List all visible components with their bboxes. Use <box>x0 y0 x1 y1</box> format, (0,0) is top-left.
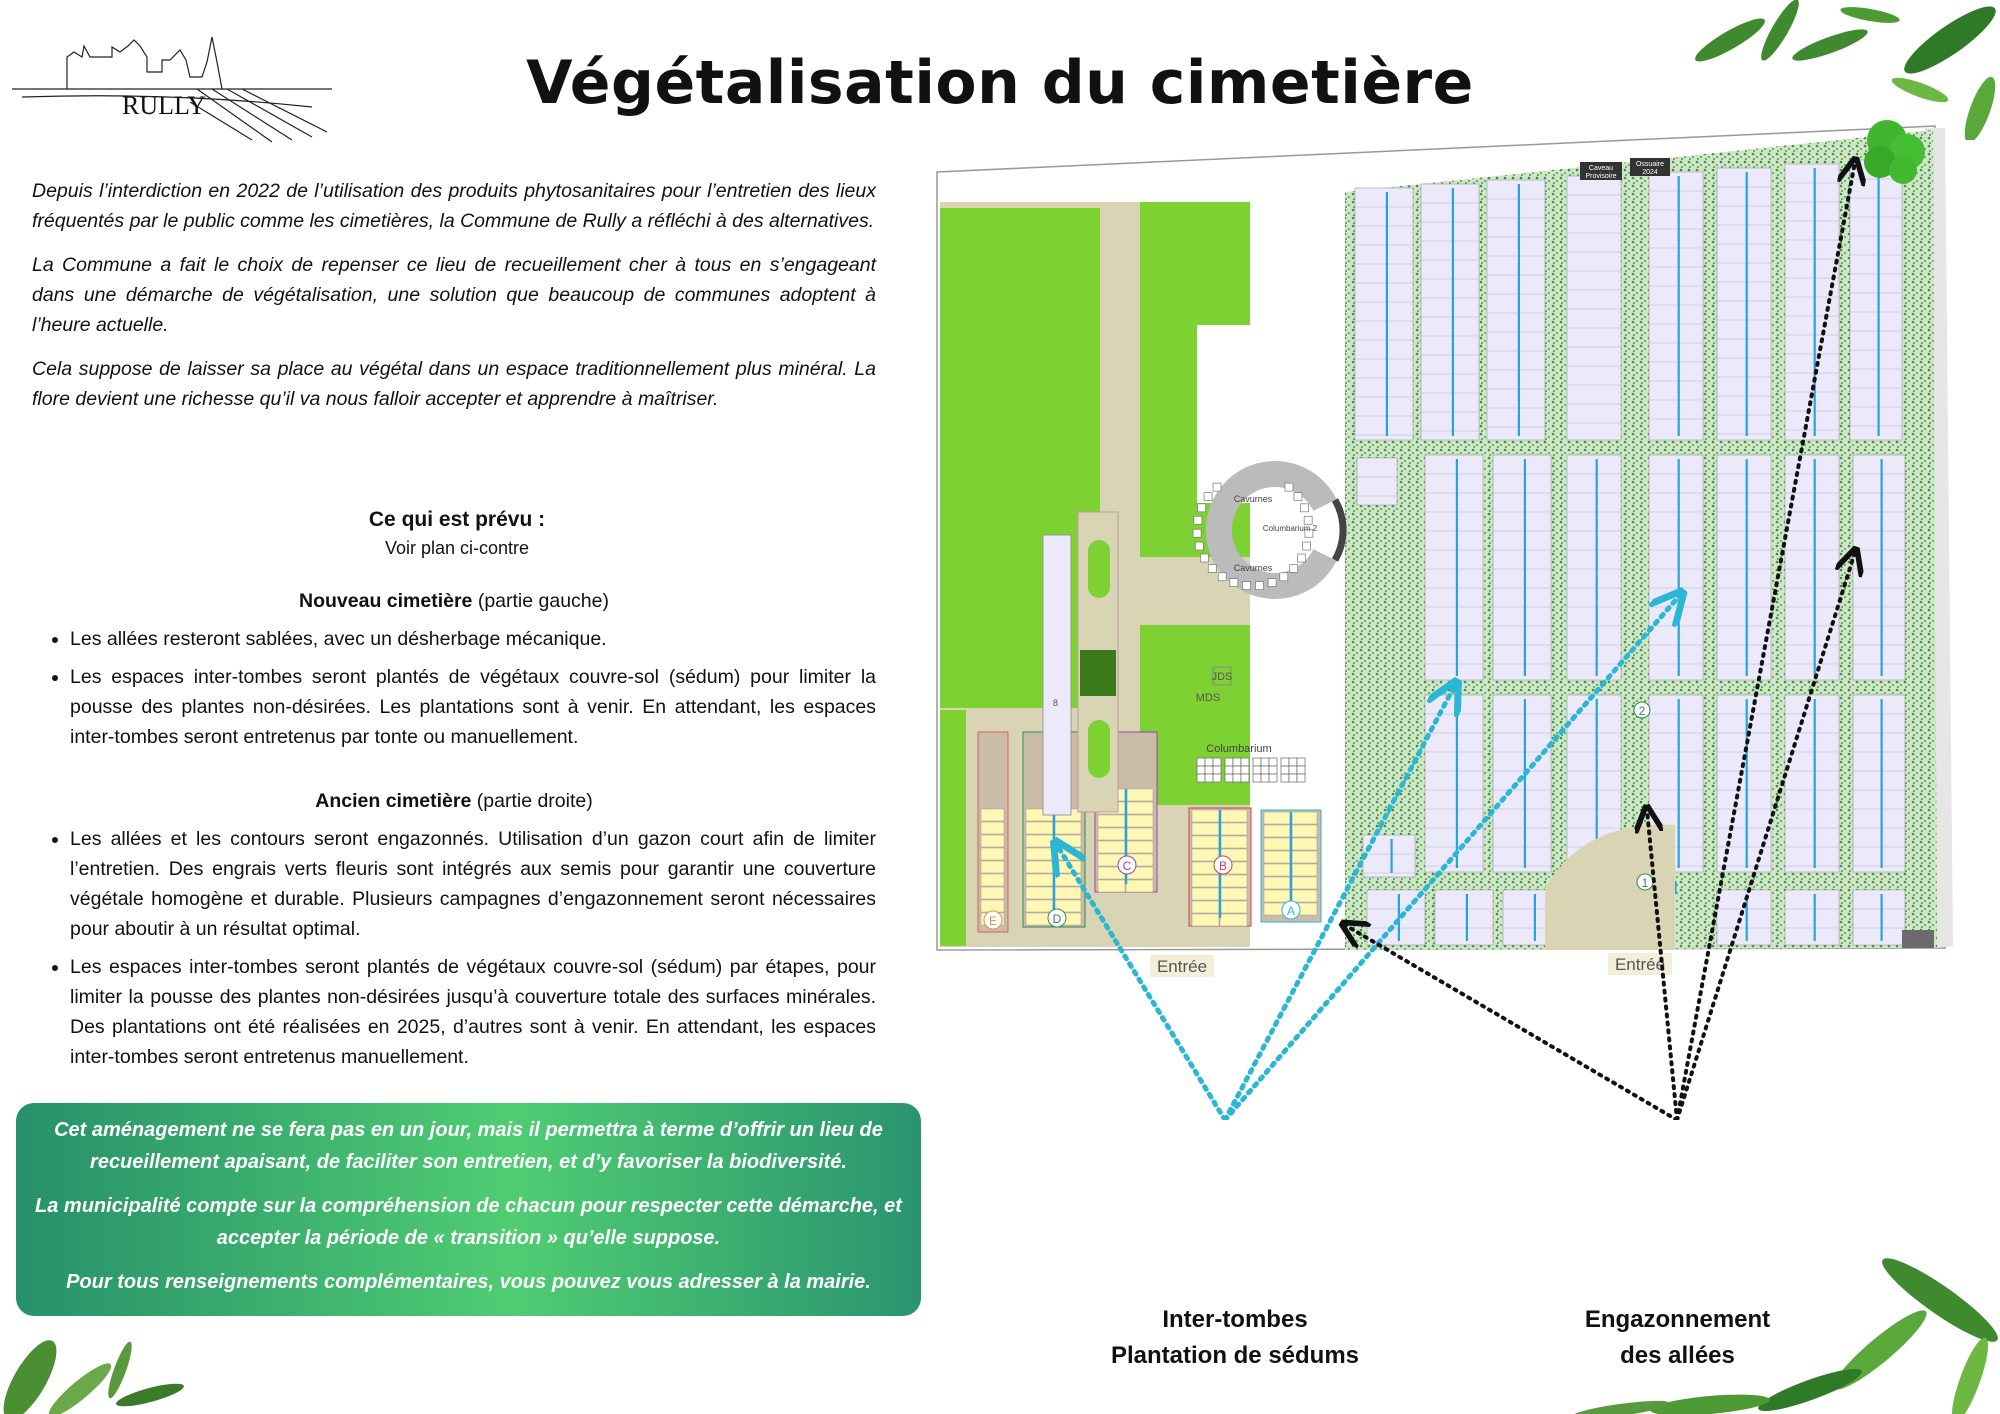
columbarium-cell <box>1297 774 1305 782</box>
cavurne-slot <box>1213 483 1221 491</box>
cemetery-plan <box>935 120 1960 1120</box>
callout-box <box>16 1103 921 1316</box>
label-provisoire: Provisoire <box>1585 173 1617 180</box>
label-ossuaire: Ossuaire <box>1635 161 1665 168</box>
columbarium-cell <box>1241 758 1249 766</box>
new-grave <box>1126 880 1153 892</box>
new-grave <box>1026 874 1053 886</box>
grave-column <box>1717 455 1771 680</box>
new-grave <box>981 861 1004 873</box>
cavurne-slot <box>1204 493 1212 501</box>
ancien-title: Ancien cimetière <box>315 790 472 812</box>
label-ossuaire-year: 2024 <box>1642 169 1658 176</box>
label-cavurnes-bottom: Cavurnes <box>1233 563 1273 573</box>
ancien-item-2: • Les espaces inter-tombes seront plantés de végétaux couvre-sol (sédum) par étapes, pour limiter la pousse des plantes non-désirées jusqu’à couverture totale des surfaces minérales. Des plantations ont été réalisées en 2025, d’autres sont à venir. En attendant, les espaces inter-tombes seront entretenus manuellement. <box>70 952 876 1072</box>
intro-paragraph-3: Cela suppose de laisser sa place au végétal dans un espace traditionnellement plus minéral. La flore devient une richesse qu’il va nous falloir accepter et apprendre à maîtriser. <box>32 358 876 410</box>
new-grave <box>1291 851 1317 863</box>
columbarium-cell <box>1269 758 1277 766</box>
grave-column <box>1435 890 1493 945</box>
new-grave <box>1026 822 1053 834</box>
leaves-top-right-icon <box>1690 0 2000 140</box>
callout-paragraph-2: La municipalité compte sur la compréhension de chacun pour respecter cette démarche, et accepter la période de « transition » qu’elle suppose. <box>35 1195 902 1249</box>
section-a: A <box>1286 904 1296 918</box>
grave-column <box>1493 695 1551 872</box>
cavurne-slot <box>1208 564 1216 572</box>
new-grave <box>1026 861 1053 873</box>
legend-engazonnement-line2: des allées <box>1620 1342 1735 1369</box>
columbarium-cell <box>1205 766 1213 774</box>
new-grave <box>1026 835 1053 847</box>
cavurne-slot <box>1195 542 1203 550</box>
grave-column <box>1853 890 1905 945</box>
new-grave <box>1264 851 1290 863</box>
new-grave <box>1026 848 1053 860</box>
legend-intertombes <box>1085 1302 1385 1374</box>
cavurne-slot <box>1300 504 1308 512</box>
columbarium-cell <box>1281 758 1289 766</box>
columbarium-cell <box>1197 758 1205 766</box>
new-grave <box>1098 815 1125 827</box>
cavurne-slot <box>1280 573 1288 581</box>
new-grave <box>1192 810 1219 822</box>
grave-column <box>1785 890 1839 945</box>
new-grave <box>1126 802 1153 814</box>
columbarium-cell <box>1233 774 1241 782</box>
new-grave <box>1098 841 1125 853</box>
legend-intertombes-line1: Inter-tombes <box>1162 1306 1308 1333</box>
new-grave <box>981 900 1004 912</box>
new-grave <box>1192 888 1219 900</box>
grave-column <box>1421 184 1479 440</box>
label-mds: MDS <box>1195 692 1221 704</box>
cavurne-slot <box>1297 554 1305 562</box>
grave-column <box>1853 455 1905 680</box>
grave-column <box>1425 455 1483 680</box>
columbarium-cell <box>1213 774 1221 782</box>
cavurne-slot <box>1218 573 1226 581</box>
columbarium-cell <box>1197 774 1205 782</box>
new-grave <box>1126 815 1153 827</box>
central-lawn-top <box>1088 540 1110 598</box>
grave-column <box>1785 695 1839 872</box>
new-grave <box>1192 823 1219 835</box>
section-e: E <box>988 914 998 928</box>
lawn-west <box>940 208 1100 708</box>
plan-subheading: Voir plan ci-contre <box>384 538 530 558</box>
lawn-west-strip <box>940 710 966 946</box>
new-grave <box>1220 836 1247 848</box>
section-1: 1 <box>1641 876 1649 890</box>
new-grave <box>1192 901 1219 913</box>
section-d: D <box>1052 912 1062 926</box>
new-grave <box>1026 900 1053 912</box>
columbarium-cell <box>1241 766 1249 774</box>
columbarium-cell <box>1289 774 1297 782</box>
new-grave <box>1291 864 1317 876</box>
columbarium-cell <box>1233 766 1241 774</box>
columbarium-cell <box>1253 766 1261 774</box>
new-grave <box>981 874 1004 886</box>
new-grave <box>1098 880 1125 892</box>
columbarium-cell <box>1289 758 1297 766</box>
new-grave <box>1264 812 1290 824</box>
columbarium-cell <box>1213 758 1221 766</box>
columbarium-cell <box>1269 774 1277 782</box>
new-grave <box>1291 812 1317 824</box>
intro-paragraph-1: Depuis l’interdiction en 2022 de l’utilisation des produits phytosanitaires pour l’entretien des lieux fréquentés par le public comme les cimetières, la Commune de Rully a réfléchi à des alternatives. <box>32 180 876 232</box>
west-grave-column <box>1043 535 1071 815</box>
grave-column <box>1717 168 1771 440</box>
section-8-label: 8 <box>1053 698 1059 708</box>
central-monument <box>1080 650 1116 696</box>
cavurne-slot <box>1194 516 1202 524</box>
intro-paragraph-2: La Commune a fait le choix de repenser ce lieu de recueillement cher à tous en s’engageant dans une démarche de végétalisation, une solution que beaucoup de communes adoptent à l’heure actuelle. <box>32 254 876 336</box>
new-grave <box>1220 875 1247 887</box>
legend-intertombes-line2: Plantation de sédums <box>1110 1342 1360 1369</box>
new-grave <box>1220 914 1247 926</box>
new-grave <box>1054 835 1081 847</box>
ancien-subtitle: (partie droite) <box>471 790 593 812</box>
columbarium-cell <box>1261 766 1269 774</box>
columbarium-cell <box>1253 758 1261 766</box>
new-grave <box>1220 888 1247 900</box>
grave-column <box>1853 695 1905 872</box>
grave-column <box>1717 890 1771 945</box>
columbarium-cell <box>1225 758 1233 766</box>
new-grave <box>981 822 1004 834</box>
ancien-cimetiere-section <box>32 786 876 1080</box>
grave-column <box>1487 180 1545 440</box>
new-grave <box>1291 890 1317 902</box>
new-grave <box>1126 828 1153 840</box>
nouveau-title: Nouveau cimetière <box>299 590 473 612</box>
rully-logo <box>12 22 332 147</box>
columbarium-cell <box>1297 766 1305 774</box>
new-grave <box>1264 825 1290 837</box>
columbarium-cell <box>1197 766 1205 774</box>
ancien-item-1: • Les allées et les contours seront engazonnés. Utilisation d’un gazon court afin de limiter l’entretien. Des engrais verts fleuris sont intégrés aux semis pour garantir une couverture végétale homogène et durable. Plusieurs campagnes d’engazonnement seront nécessaires pour aboutir à un résultat optimal. <box>70 824 876 944</box>
columbarium-cell <box>1225 774 1233 782</box>
label-cavurnes-top: Cavurnes <box>1233 494 1273 504</box>
new-grave <box>1026 887 1053 899</box>
cavurne-slot <box>1294 493 1302 501</box>
new-grave <box>981 848 1004 860</box>
new-grave <box>1098 828 1125 840</box>
columbarium-cell <box>1289 766 1297 774</box>
new-grave <box>1192 836 1219 848</box>
label-entree-right: Entrée <box>1614 955 1666 974</box>
new-grave <box>1126 789 1153 801</box>
new-grave <box>1054 822 1081 834</box>
new-grave <box>981 835 1004 847</box>
service-gate <box>1902 930 1934 948</box>
new-grave <box>1192 875 1219 887</box>
cavurne-slot <box>1290 564 1298 572</box>
label-columbarium2: Columbarium 2 <box>1262 524 1318 533</box>
columbarium-cell <box>1269 766 1277 774</box>
cavurne-slot <box>1268 579 1276 587</box>
new-grave <box>1220 901 1247 913</box>
new-grave <box>1264 877 1290 889</box>
new-grave <box>1126 841 1153 853</box>
grave-column <box>1493 455 1551 680</box>
columbarium-cell <box>1297 758 1305 766</box>
grave-column <box>1357 458 1397 505</box>
nouveau-subtitle: (partie gauche) <box>472 590 609 612</box>
columbarium-cell <box>1281 766 1289 774</box>
label-caveau: Caveau <box>1588 165 1614 172</box>
label-entree-left: Entrée <box>1156 957 1208 976</box>
columbarium-cell <box>1205 774 1213 782</box>
new-grave <box>1264 890 1290 902</box>
plan-heading-block <box>32 508 882 559</box>
cavurne-slot <box>1198 504 1206 512</box>
logo-text: RULLY <box>122 91 207 120</box>
intro-text <box>32 176 876 428</box>
cavurne-slot <box>1285 483 1293 491</box>
columbarium-cell <box>1281 774 1289 782</box>
columbarium-cell <box>1205 758 1213 766</box>
nouveau-cimetiere-section <box>32 586 876 760</box>
new-grave <box>1291 838 1317 850</box>
columbarium-cell <box>1261 758 1269 766</box>
callout-paragraph-1: Cet aménagement ne se fera pas en un jour, mais il permettra à terme d’offrir un lieu de recueillement apaisant, de faciliter son entretien, et d’y favoriser la biodiversité. <box>54 1119 883 1173</box>
columbarium-cell <box>1213 766 1221 774</box>
new-grave <box>1220 810 1247 822</box>
cavurne-slot <box>1193 529 1201 537</box>
label-columbarium: Columbarium <box>1206 743 1272 755</box>
cavurne-slot <box>1242 582 1250 590</box>
cavurne-slot <box>1201 554 1209 562</box>
nouveau-item-2: • Les espaces inter-tombes seront plantés de végétaux couvre-sol (sédum) pour limiter la pousse des plantes non-désirées. Les plantations sont à venir. En attendant, les espaces inter-tombes seront entretenus par tonte ou manuellement. <box>70 662 876 752</box>
new-grave <box>1264 838 1290 850</box>
central-lawn-bottom <box>1088 720 1110 778</box>
label-jds: JDS <box>1211 671 1233 683</box>
section-c: C <box>1122 859 1132 873</box>
new-grave <box>981 809 1004 821</box>
plan-heading: Ce qui est prévu : <box>368 508 546 531</box>
legend-engazonnement-line1: Engazonnement <box>1584 1306 1771 1333</box>
cavurne-slot <box>1256 582 1264 590</box>
section-b: B <box>1218 859 1228 873</box>
cavurne-slot <box>1303 542 1311 550</box>
columbarium-cell <box>1233 758 1241 766</box>
leaves-bottom-left-icon <box>0 1310 210 1414</box>
new-grave <box>1054 887 1081 899</box>
page-title: Végétalisation du cimetière <box>526 48 1474 118</box>
columbarium-cell <box>1253 774 1261 782</box>
section-2: 2 <box>1638 704 1646 718</box>
legend-engazonnement <box>1530 1302 1825 1374</box>
columbarium-cell <box>1261 774 1269 782</box>
grave-column <box>1850 160 1902 440</box>
grave-column <box>1649 455 1703 680</box>
grave-column <box>1567 455 1621 680</box>
callout-paragraph-3: Pour tous renseignements complémentaires, vous pouvez vous adresser à la mairie. <box>66 1271 871 1293</box>
columbarium-cell <box>1241 774 1249 782</box>
nouveau-item-1: • Les allées resteront sablées, avec un désherbage mécanique. <box>70 624 876 654</box>
grave-column <box>1567 176 1621 440</box>
new-grave <box>1192 849 1219 861</box>
cavurne-slot <box>1230 579 1238 587</box>
new-grave <box>1192 914 1219 926</box>
new-grave <box>1220 823 1247 835</box>
columbarium-cell <box>1225 766 1233 774</box>
new-grave <box>981 887 1004 899</box>
new-grave <box>1264 864 1290 876</box>
new-grave <box>1291 825 1317 837</box>
new-grave <box>1291 877 1317 889</box>
